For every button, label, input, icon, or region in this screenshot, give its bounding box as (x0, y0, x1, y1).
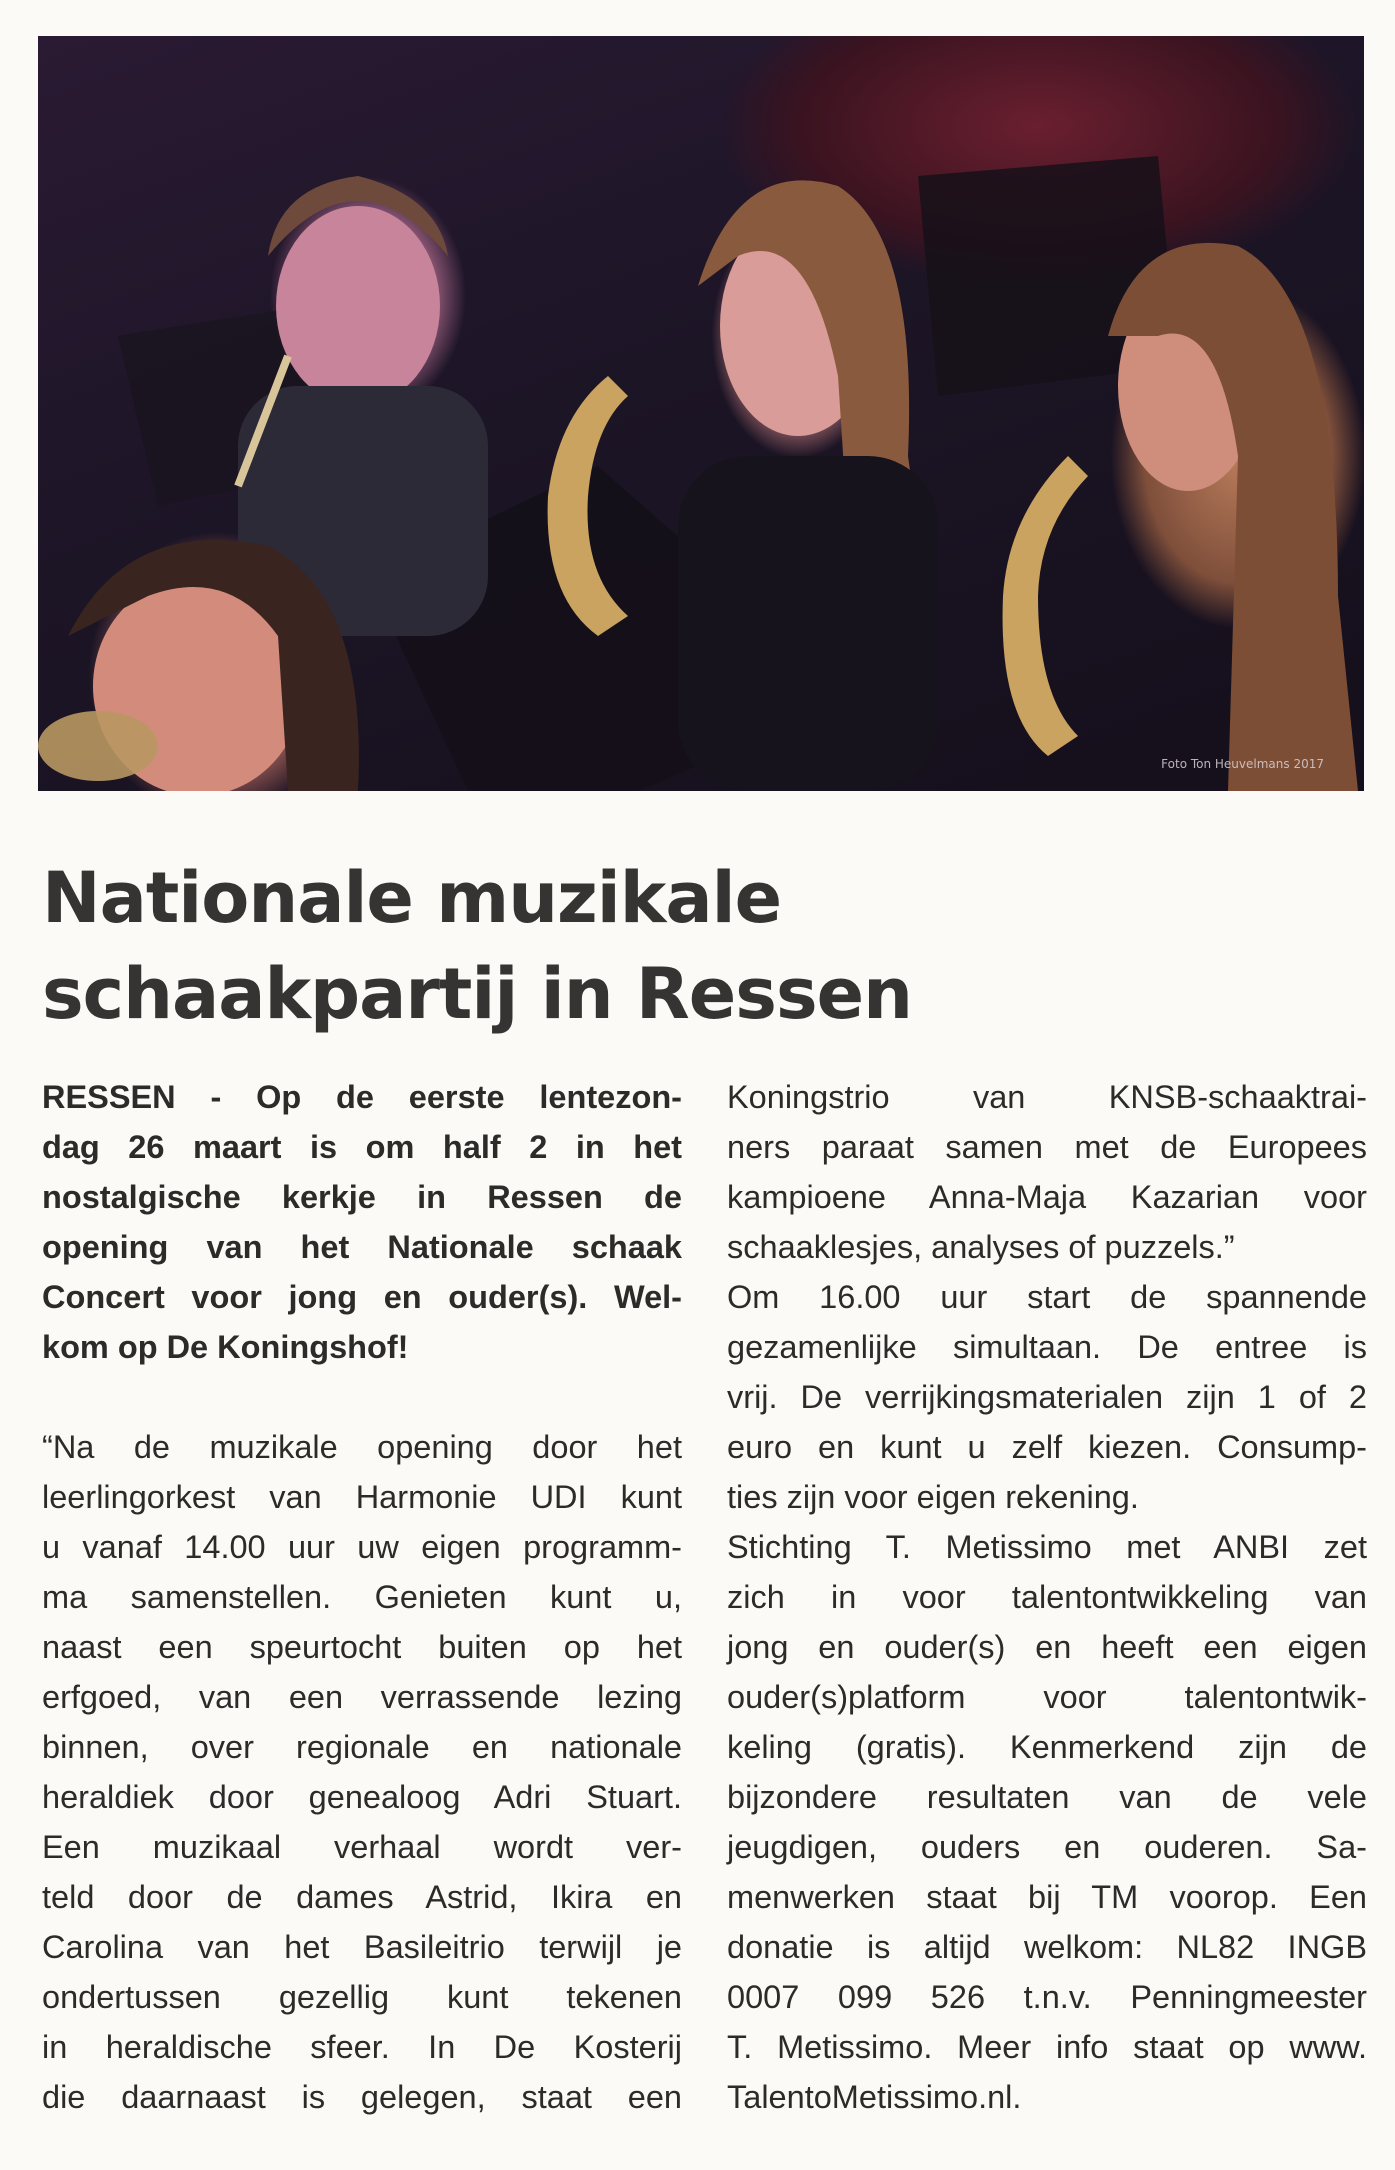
body-line: ondertussen gezellig kunt tekenen (42, 1979, 682, 2015)
body-line: schaaklesjes, analyses of puzzels.” (727, 1229, 1235, 1265)
paragraph-gap (42, 1372, 682, 1422)
body-line: T. Metissimo. Meer info staat op www. (727, 2029, 1367, 2065)
body-line: heraldiek door genealoog Adri Stuart. (42, 1779, 682, 1815)
body-line: Om 16.00 uur start de spannende (727, 1279, 1367, 1315)
headline-line-2: schaakpartij in Ressen (42, 953, 912, 1035)
body-line: kampioene Anna-Maja Kazarian voor (727, 1179, 1367, 1215)
body-line: donatie is altijd welkom: NL82 INGB (727, 1929, 1367, 1965)
body-line: jong en ouder(s) en heeft een eigen (727, 1629, 1367, 1665)
body-line: naast een speurtocht buiten op het (42, 1629, 682, 1665)
body-line: Een muzikaal verhaal wordt ver- (42, 1829, 682, 1865)
body-line: zich in voor talentontwikkeling van (727, 1579, 1367, 1615)
intro-line: nostalgische kerkje in Ressen de (42, 1179, 682, 1215)
body-line: leerlingorkest van Harmonie UDI kunt (42, 1479, 682, 1515)
intro-line: Concert voor jong en ouder(s). Wel- (42, 1279, 682, 1315)
headline-line-1: Nationale muzikale (42, 857, 782, 939)
body-line: Stichting T. Metissimo met ANBI zet (727, 1529, 1367, 1565)
body-line: teld door de dames Astrid, Ikira en (42, 1879, 682, 1915)
body-line: u vanaf 14.00 uur uw eigen programm- (42, 1529, 682, 1565)
article-photo (38, 36, 1364, 791)
musicians-illustration (38, 36, 1364, 791)
body-line: ners paraat samen met de Europees (727, 1129, 1367, 1165)
body-line: TalentoMetissimo.nl. (727, 2079, 1022, 2115)
body-line: ouder(s)platform voor talentontwik- (727, 1679, 1367, 1715)
body-line: bijzondere resultaten van de vele (727, 1779, 1367, 1815)
body-line: jeugdigen, ouders en ouderen. Sa- (727, 1829, 1367, 1865)
body-line: menwerken staat bij TM voorop. Een (727, 1879, 1367, 1915)
body-line: Koningstrio van KNSB-schaaktrai- (727, 1079, 1367, 1115)
body-line: vrij. De verrijkingsmaterialen zijn 1 of 2 (727, 1379, 1367, 1415)
body-line: Carolina van het Basileitrio terwijl je (42, 1929, 682, 1965)
body-line: erfgoed, van een verrassende lezing (42, 1679, 682, 1715)
body-line: binnen, over regionale en nationale (42, 1729, 682, 1765)
body-line: ties zijn voor eigen rekening. (727, 1479, 1139, 1515)
body-line: ma samenstellen. Genieten kunt u, (42, 1579, 682, 1615)
article-column-left (42, 1072, 682, 2122)
body-line: die daarnaast is gelegen, staat een (42, 2079, 682, 2115)
photo-credit: Foto Ton Heuvelmans 2017 (1161, 757, 1324, 771)
body-line: keling (gratis). Kenmerkend zijn de (727, 1729, 1367, 1765)
intro-line: kom op De Koningshof! (42, 1329, 409, 1365)
article-body-left (42, 1422, 682, 2122)
body-line: 0007 099 526 t.n.v. Penningmeester (727, 1979, 1367, 2015)
body-line: euro en kunt u zelf kiezen. Consump- (727, 1429, 1367, 1465)
article-headline (42, 850, 1342, 1042)
body-line: gezamenlijke simultaan. De entree is (727, 1329, 1367, 1365)
intro-line: dag 26 maart is om half 2 in het (42, 1129, 682, 1165)
body-line: in heraldische sfeer. In De Kosterij (42, 2029, 682, 2065)
intro-line: opening van het Nationale schaak (42, 1229, 682, 1265)
article-intro (42, 1072, 682, 1372)
intro-line: RESSEN - Op de eerste lentezon- (42, 1079, 682, 1115)
body-line: “Na de muzikale opening door het (42, 1429, 682, 1465)
article-column-right (727, 1072, 1367, 2122)
